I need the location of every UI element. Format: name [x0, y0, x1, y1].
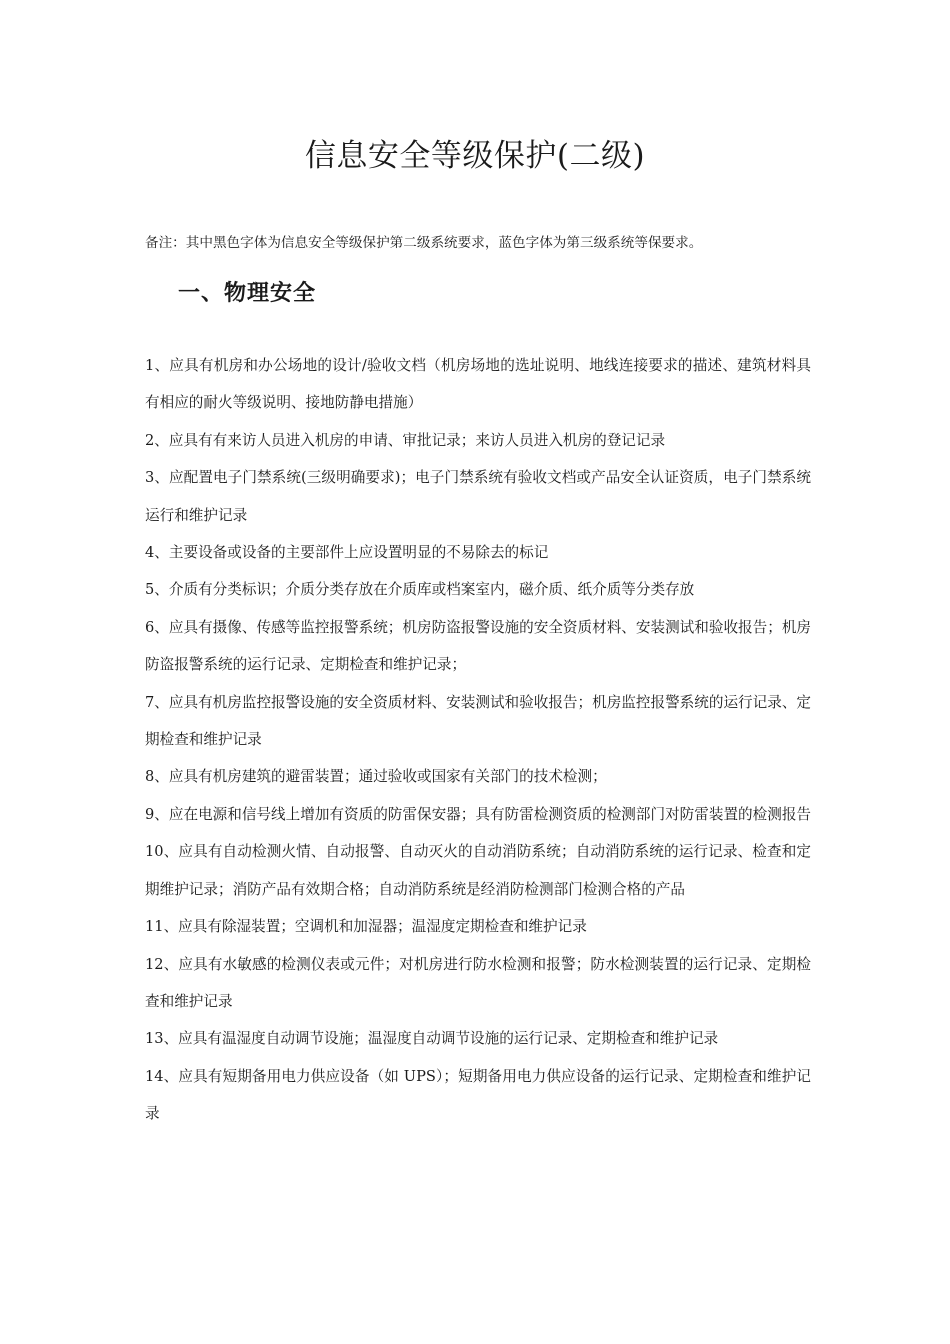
- requirement-item: 9、应在电源和信号线上增加有资质的防雷保安器；具有防雷检测资质的检测部门对防雷装置的检测报告: [145, 805, 812, 823]
- requirement-item: 8、应具有机房建筑的避雷装置；通过验收或国家有关部门的技术检测；: [145, 768, 607, 786]
- requirement-item: 2、应具有有来访人员进入机房的申请、审批记录；来访人员进入机房的登记记录: [145, 431, 666, 449]
- requirement-item: 7、应具有机房监控报警设施的安全资质材料、安装测试和验收报告；机房监控报警系统的运行记录、定期检查和维护记录: [145, 693, 812, 749]
- requirement-item: 4、主要设备或设备的主要部件上应设置明显的不易除去的标记: [145, 544, 549, 562]
- requirement-item: 14、应具有短期备用电力供应设备（如 UPS）；短期备用电力供应设备的运行记录、定期检查和维护记录: [145, 1067, 811, 1123]
- requirement-item: 10、应具有自动检测火情、自动报警、自动灭火的自动消防系统；自动消防系统的运行记录、检查和定期维护记录；消防产品有效期合格；自动消防系统是经消防检测部门检测合格的产品: [145, 843, 811, 898]
- requirement-item: 11、应具有除湿装置；空调机和加湿器；温湿度定期检查和维护记录: [145, 918, 587, 936]
- document-note: 备注：其中黑色字体为信息安全等级保护第二级系统要求，蓝色字体为第三级系统等保要求。: [145, 235, 703, 251]
- requirement-item: 3、应配置电子门禁系统(三级明确要求)；电子门禁系统有验收文档或产品安全认证资质，电子门禁系统运行和维护记录: [145, 469, 811, 524]
- document-title: 信息安全等级保护(二级): [304, 138, 646, 174]
- requirement-item: 12、应具有水敏感的检测仪表或元件；对机房进行防水检测和报警；防水检测装置的运行记录、定期检查和维护记录: [145, 955, 811, 1010]
- section-heading-physical-security: 一、物理安全: [178, 281, 317, 306]
- requirement-item: 6、应具有摄像、传感等监控报警系统；机房防盗报警设施的安全资质材料、安装测试和验收报告；机房防盗报警系统的运行记录、定期检查和维护记录；: [145, 618, 812, 674]
- requirement-item: 1、应具有机房和办公场地的设计/验收文档（机房场地的选址说明、地线连接要求的描述、建筑材料具有相应的耐火等级说明、接地防静电措施）: [145, 357, 811, 412]
- requirement-item: 5、介质有分类标识；介质分类存放在介质库或档案室内，磁介质、纸介质等分类存放: [145, 581, 695, 599]
- requirement-list: [145, 347, 811, 1133]
- requirement-item: 13、应具有温湿度自动调节设施；温湿度自动调节设施的运行记录、定期检查和维护记录: [145, 1030, 719, 1048]
